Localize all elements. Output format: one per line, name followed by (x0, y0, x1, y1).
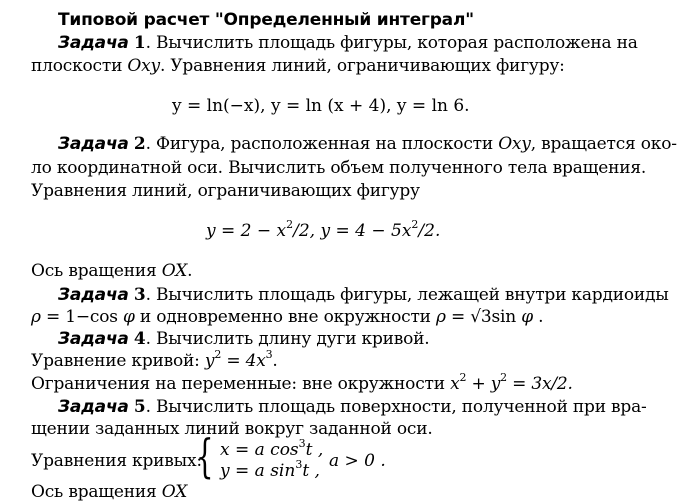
task1-var-oxy: Oxy (127, 56, 160, 76)
task2-axis-var: OX (161, 261, 188, 281)
task2-line2: ло координатной оси. Вычислить объем полученного тела вращения. (31, 158, 647, 178)
task4-c-end: = 3x/2. (506, 374, 573, 394)
task2-line3: Уравнения линий, ограничивающих фигуру (31, 181, 420, 201)
task5-eq2-exp: 3 (295, 458, 303, 472)
task1-text2b: . Уравнения линий, ограничивающих фигуру: (159, 56, 565, 76)
task2-formula-c: /2. (418, 221, 441, 241)
task2-axis-label: Ось вращения (31, 261, 162, 281)
task3-rho2: ρ (436, 307, 446, 327)
task5-text1: . Вычислить площадь поверхности, полученной при вра- (145, 397, 647, 417)
task3-phi2: φ (521, 307, 533, 327)
task3-phi1: φ (123, 307, 135, 327)
task3-circle: = √3sin (445, 307, 522, 327)
task4-line1 (58, 329, 430, 349)
task4-text1: . Вычислить длину дуги кривой. (145, 329, 430, 349)
task2-label: Задача (58, 134, 129, 154)
task4-eq-end: . (272, 351, 278, 371)
task5-line2: щении заданных линий вокруг заданной оси. (31, 419, 433, 439)
task5-axis-var: OX (161, 482, 188, 502)
task1-line2 (31, 56, 565, 76)
task5-eq1-a: x = a cos (220, 440, 299, 460)
task3-line1 (58, 285, 669, 305)
task1-text2a: плоскости (31, 56, 128, 76)
task4-c-x: x (450, 374, 460, 394)
task5-label: Задача (58, 397, 129, 417)
task2-formula-b: /2, y = 4 − 5x (293, 221, 412, 241)
task4-eq-b: = 4x (221, 351, 266, 371)
page-title: Типовой расчет "Определенный интеграл" (58, 10, 474, 30)
task2-axis (31, 261, 192, 281)
task5-axis (31, 482, 187, 502)
task4-line2 (31, 348, 278, 371)
task3-text1: . Вычислить площадь фигуры, лежащей внутри кардиоиды (145, 285, 669, 305)
task3-text2: и одновременно вне окружности (134, 307, 436, 327)
task2-var-oxy: Oxy (498, 134, 531, 154)
task2-formula-exp2: 2 (411, 218, 419, 232)
task2-formula-exp1: 2 (286, 218, 294, 232)
task4-constraint-label: Ограничения на переменные: вне окружности (31, 374, 451, 394)
task4-number: 4 (133, 329, 146, 349)
task5-eq1-b: t , (305, 440, 324, 460)
task5-eq1 (220, 437, 324, 460)
task2-line1 (58, 134, 677, 154)
task1-line1 (58, 33, 638, 53)
task1-label: Задача (58, 33, 129, 53)
task2-text1a: . Фигура, расположенная на плоскости (145, 134, 499, 154)
task3-line2 (31, 307, 543, 327)
task3-end: . (532, 307, 544, 327)
task5-line1 (58, 397, 647, 417)
task4-c-exp1: 2 (459, 371, 467, 385)
task2-number: 2 (133, 134, 146, 154)
task2-formula-a: y = 2 − x (206, 221, 287, 241)
task5-condition: a > 0 . (329, 451, 386, 471)
task1-text1: . Вычислить площадь фигуры, которая расположена на (145, 33, 638, 53)
task5-number: 5 (133, 397, 146, 417)
task1-number: 1 (133, 33, 146, 53)
task4-c-y: + y (466, 374, 501, 394)
task2-axis-end: . (187, 261, 193, 281)
task5-eq2-b: t , (302, 461, 320, 481)
task4-line3 (31, 371, 573, 394)
task3-rho1: ρ (31, 307, 41, 327)
task3-label: Задача (58, 285, 129, 305)
task4-label: Задача (58, 329, 129, 349)
task5-axis-label: Ось вращения (31, 482, 162, 502)
task3-cardioid: = 1−cos (40, 307, 123, 327)
task4-eq-y: y (204, 351, 215, 371)
task5-eq2-a: y = a sin (220, 461, 296, 481)
task5-eq1-exp: 3 (298, 437, 306, 451)
system-brace: { (196, 429, 214, 483)
task2-formula (206, 218, 441, 241)
task4-c-exp2: 2 (500, 371, 507, 385)
task5-eq2 (220, 458, 320, 481)
task4-eq-exp1: 2 (214, 348, 222, 362)
task1-formula: y = ln(−x), y = ln (x + 4), y = ln 6. (172, 96, 470, 116)
task4-curve-label: Уравнение кривой: (31, 351, 205, 371)
task5-eq-label: Уравнения кривых: (31, 451, 202, 471)
task2-text1b: , вращается око- (530, 134, 677, 154)
task3-number: 3 (133, 285, 146, 305)
task4-eq-exp2: 3 (265, 348, 273, 362)
